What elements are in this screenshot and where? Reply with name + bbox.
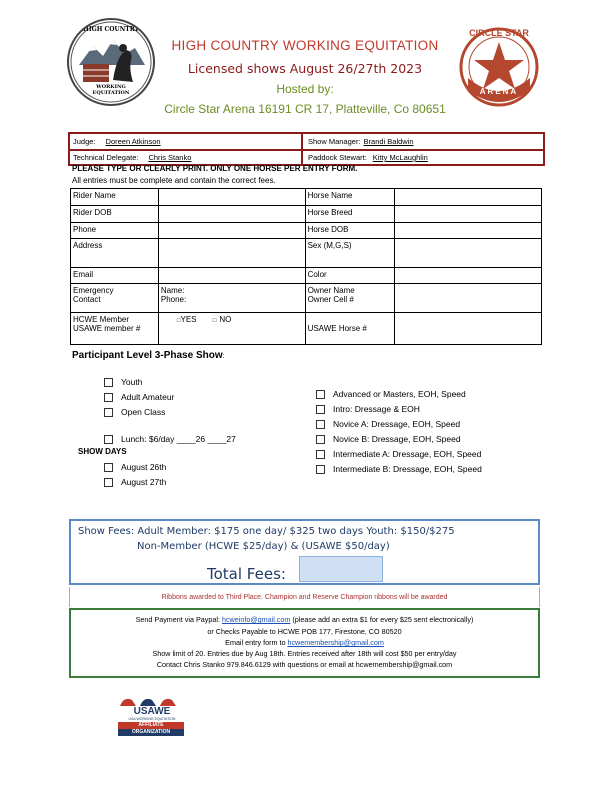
emergency-label xyxy=(71,284,159,313)
usawe-logo xyxy=(114,692,190,738)
rider-dob-label: Rider DOB xyxy=(71,206,159,223)
emergency-name-label: Name: xyxy=(160,286,185,295)
sex-field[interactable] xyxy=(395,239,542,268)
instructions-note: All entries must be complete and contain the correct fees. xyxy=(72,176,276,185)
emergency-label-1: Emergency xyxy=(73,286,114,295)
judge-label: Judge: xyxy=(73,137,96,146)
emergency-phone-label: Phone: xyxy=(160,295,187,304)
horse-name-field[interactable] xyxy=(395,189,542,206)
level-heading xyxy=(72,350,225,361)
owner-field[interactable] xyxy=(395,284,542,313)
option-label: Adult Amateur xyxy=(121,392,175,402)
option-advanced[interactable] xyxy=(316,389,466,399)
membership-email-link[interactable]: hcwemembership@gmail.com xyxy=(287,638,384,647)
owner-cell-label: Owner Cell # xyxy=(307,295,354,304)
no-label: NO xyxy=(219,315,232,324)
address-field[interactable] xyxy=(158,239,305,268)
option-open-class[interactable] xyxy=(104,407,165,417)
option-label: Open Class xyxy=(121,407,166,417)
payment-line-4: Show limit of 20. Entries due by Aug 18th. Entries received after 18th will cost $50 per entry/day xyxy=(152,649,457,658)
option-lunch[interactable] xyxy=(104,434,236,444)
payment-line-2: or Checks Payable to HCWE POB 177, Firestone, CO 80520 xyxy=(207,627,402,636)
rider-name-label: Rider Name xyxy=(71,189,159,206)
yes-label: YES xyxy=(180,315,197,324)
judge-value: Doreen Atkinson xyxy=(105,137,161,146)
rider-dob-field[interactable] xyxy=(158,206,305,223)
horse-breed-field[interactable] xyxy=(395,206,542,223)
emergency-label-2: Contact xyxy=(73,295,101,304)
membership-field[interactable] xyxy=(158,313,305,345)
checkbox[interactable] xyxy=(316,420,325,429)
color-field[interactable] xyxy=(395,268,542,284)
affiliate-text: AFFILIATE xyxy=(138,722,164,728)
total-fees-input[interactable] xyxy=(299,556,383,582)
circle-star-text: CIRCLE STAR xyxy=(469,28,529,38)
hosted-label: Hosted by: xyxy=(276,82,334,96)
option-august-27[interactable] xyxy=(104,477,166,487)
checkbox[interactable] xyxy=(316,390,325,399)
owner-name-label: Owner Name xyxy=(307,286,355,295)
ribbons-note: Ribbons awarded to Third Place. Champion and Reserve Champion ribbons will be awarded xyxy=(69,587,540,607)
hcwe-member-label: HCWE Member xyxy=(73,315,130,324)
no-checkbox[interactable]: □ xyxy=(212,318,217,324)
option-label: Intermediate B: Dressage, EOH, Speed xyxy=(333,464,482,474)
show-days-heading: SHOW DAYS xyxy=(78,447,127,456)
email-label: Email xyxy=(71,268,159,284)
payment-text: Send Payment via Paypal: xyxy=(135,615,222,624)
option-novice-b[interactable] xyxy=(316,434,461,444)
owner-label xyxy=(305,284,395,313)
option-intermediate-a[interactable] xyxy=(316,449,481,459)
manager-label: Show Manager: xyxy=(308,137,361,146)
option-label: Intermediate A: Dressage, EOH, Speed xyxy=(333,449,482,459)
usawe-member-label: USAWE member # xyxy=(73,324,141,333)
emergency-field[interactable] xyxy=(158,284,305,313)
logo-text-bottom: WORKING EQUITATION xyxy=(92,84,130,96)
checkbox[interactable] xyxy=(316,435,325,444)
level-heading-text: Participant Level 3-Phase Show xyxy=(72,350,223,361)
manager-value: Brandi Baldwin xyxy=(363,137,414,146)
option-label: Lunch: $6/day ____26 ____27 xyxy=(121,434,236,444)
option-label: Youth xyxy=(121,377,143,387)
checkbox[interactable] xyxy=(104,478,113,487)
option-label: Novice A: Dressage, EOH, Speed xyxy=(333,419,461,429)
option-label: Advanced or Masters, EOH, Speed xyxy=(333,389,466,399)
horse-name-label: Horse Name xyxy=(305,189,395,206)
phone-field[interactable] xyxy=(158,223,305,239)
option-adult-amateur[interactable] xyxy=(104,392,174,402)
email-field[interactable] xyxy=(158,268,305,284)
option-intermediate-b[interactable] xyxy=(316,464,482,474)
td-label: Technical Delegate: xyxy=(73,153,139,162)
payment-line-1 xyxy=(69,615,540,624)
membership-label xyxy=(71,313,159,345)
usawe-horse-label: USAWE Horse # xyxy=(305,313,395,345)
fees-line-2: Non-Member (HCWE $25/day) & (USAWE $50/day) xyxy=(137,541,390,552)
color-label: Color xyxy=(305,268,395,284)
payment-text: (please add an extra $1 for every $25 sent electronically) xyxy=(290,615,474,624)
option-august-26[interactable] xyxy=(104,462,166,472)
hcwe-logo xyxy=(67,18,155,106)
option-label: August 27th xyxy=(121,477,167,487)
horse-breed-label: Horse Breed xyxy=(305,206,395,223)
steward-label: Paddock Stewart: xyxy=(308,153,367,162)
horse-dob-field[interactable] xyxy=(395,223,542,239)
checkbox[interactable] xyxy=(104,435,113,444)
page-subtitle: Licensed shows August 26/27th 2023 xyxy=(187,61,423,76)
checkbox[interactable] xyxy=(104,408,113,417)
phone-label: Phone xyxy=(71,223,159,239)
horse-dob-label: Horse DOB xyxy=(305,223,395,239)
entry-form-table xyxy=(70,188,542,345)
checkbox[interactable] xyxy=(316,405,325,414)
usawe-sub: USA WORKING EQUITATION xyxy=(128,717,176,721)
fees-line-1: Show Fees: Adult Member: $175 one day/ $325 two days Youth: $150/$275 xyxy=(78,526,455,537)
payment-line-5: Contact Chris Stanko 979.846.6129 with questions or email at hcwemembership@gmail.com xyxy=(156,660,453,669)
option-youth[interactable] xyxy=(104,377,142,387)
total-fees-label: Total Fees: xyxy=(207,565,286,583)
level-heading-colon: : xyxy=(222,353,225,360)
rider-name-field[interactable] xyxy=(158,189,305,206)
payment-text: Email entry form to xyxy=(225,638,288,647)
checkbox[interactable] xyxy=(104,393,113,402)
circle-star-logo xyxy=(458,26,540,108)
checkbox[interactable] xyxy=(104,463,113,472)
option-label: Novice B: Dressage, EOH, Speed xyxy=(333,434,461,444)
option-novice-a[interactable] xyxy=(316,419,460,429)
page-title: HIGH COUNTRY WORKING EQUITATION xyxy=(171,38,439,53)
checkbox[interactable] xyxy=(104,378,113,387)
payment-line-3 xyxy=(69,638,540,647)
checkbox[interactable] xyxy=(316,450,325,459)
yes-checkbox[interactable]: □ xyxy=(176,318,181,324)
officials-box xyxy=(68,132,545,166)
usawe-horse-field[interactable] xyxy=(395,313,542,345)
option-intro[interactable] xyxy=(316,404,420,414)
paypal-email-link[interactable]: hcweinfo@gmail.com xyxy=(221,615,291,624)
steward-value: Kitty McLaughlin xyxy=(372,153,428,162)
venue-address: Circle Star Arena 16191 CR 17, Platteville, Co 80651 xyxy=(164,102,446,116)
address-label: Address xyxy=(71,239,159,268)
td-value: Chris Stanko xyxy=(148,153,192,162)
instructions-heading: PLEASE TYPE OR CLEARLY PRINT. ONLY ONE HORSE PER ENTRY FORM. xyxy=(72,164,358,173)
organization-text: ORGANIZATION xyxy=(131,729,171,735)
logo-text-top: HIGH COUNTRY xyxy=(83,26,139,33)
usawe-text: USAWE xyxy=(133,706,171,717)
sex-label: Sex (M,G,S) xyxy=(305,239,395,268)
arena-text: ARENA xyxy=(479,87,519,96)
checkbox[interactable] xyxy=(316,465,325,474)
option-label: August 26th xyxy=(121,462,167,472)
option-label: Intro: Dressage & EOH xyxy=(333,404,420,414)
